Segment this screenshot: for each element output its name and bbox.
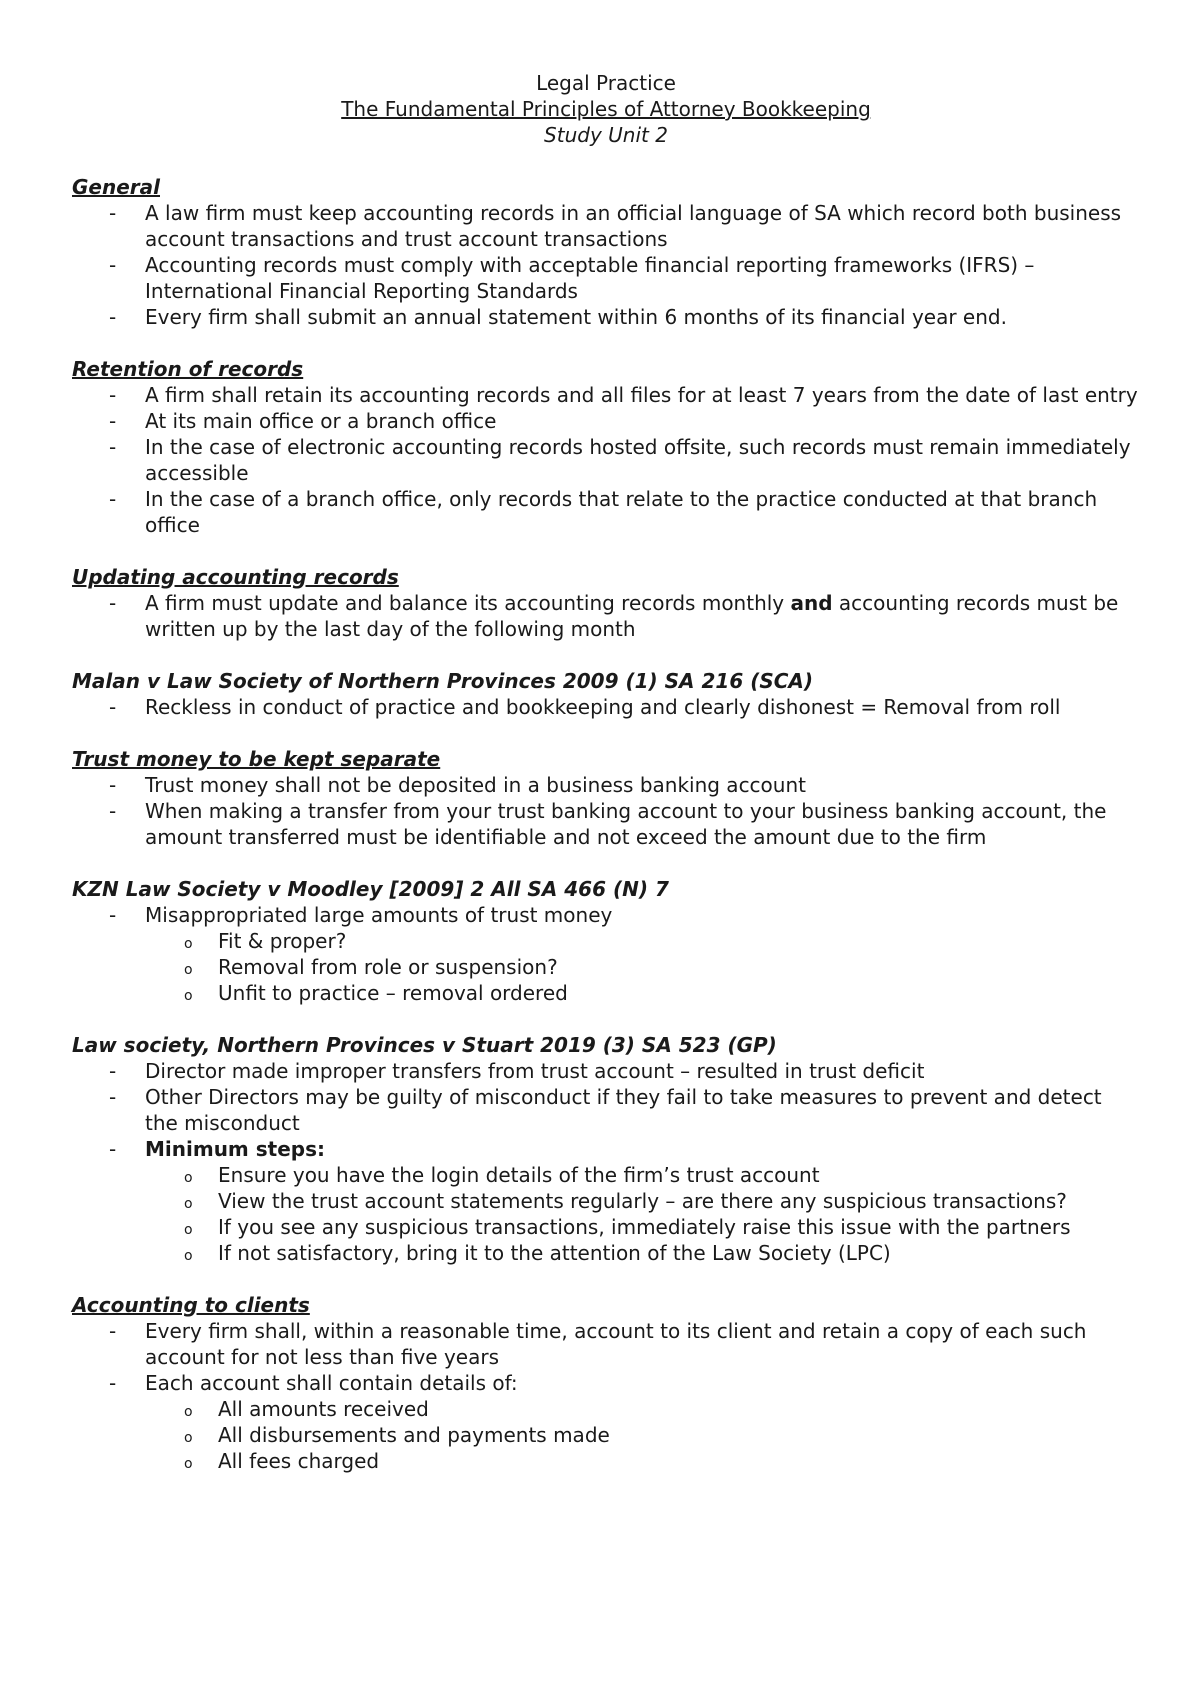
- section-accounting-clients: [72, 1292, 1140, 1474]
- case-title: KZN Law Society v Moodley [2009] 2 All SA 466 (N) 7: [72, 877, 669, 901]
- section-title: General: [72, 175, 160, 199]
- case-title: Law society, Northern Provinces v Stuart 2019 (3) SA 523 (GP): [72, 1033, 777, 1057]
- section-title: Accounting to clients: [72, 1293, 310, 1317]
- course-title: Legal Practice: [536, 71, 676, 95]
- list-item: - Trust money shall not be deposited in a business banking account: [72, 772, 1140, 798]
- section-updating: [72, 564, 1140, 642]
- list-item: - A firm shall retain its accounting records and all files for at least 7 years from the date of last entry: [72, 382, 1140, 408]
- section-kzn-case: [72, 876, 1140, 1006]
- sub-list-item: o Fit & proper?: [145, 928, 1140, 954]
- section-malan-case: [72, 668, 1140, 720]
- list-item: - At its main office or a branch office: [72, 408, 1140, 434]
- list-item: - Accounting records must comply with acceptable financial reporting frameworks (IFRS) – International Financial Reporting Standards: [72, 252, 1140, 304]
- list-item: - When making a transfer from your trust banking account to your business banking account, the amount transferred must be identifiable and not exceed the amount due to the firm: [72, 798, 1140, 850]
- list-item: - Director made improper transfers from trust account – resulted in trust deficit: [72, 1058, 1140, 1084]
- sub-list-item: o All amounts received: [145, 1396, 1140, 1422]
- list-item: - Every firm shall, within a reasonable time, account to its client and retain a copy of each such account for not less than five years: [72, 1318, 1140, 1370]
- section-title: Retention of records: [72, 357, 304, 381]
- list-item: - A firm must update and balance its accounting records monthly and accounting records must be written up by the last day of the following month: [72, 590, 1140, 642]
- list-item: - Every firm shall submit an annual statement within 6 months of its financial year end.: [72, 304, 1140, 330]
- section-general: [72, 174, 1140, 330]
- list-item: - A law firm must keep accounting records in an official language of SA which record both business account transactions and trust account transactions: [72, 200, 1140, 252]
- sub-list-item: o All fees charged: [145, 1448, 1140, 1474]
- sub-list-item: o If you see any suspicious transactions, immediately raise this issue with the partners: [145, 1214, 1140, 1240]
- document-title: The Fundamental Principles of Attorney Bookkeeping: [341, 97, 871, 121]
- list-item: - Each account shall contain details of: o All amounts received o All disbursements and payments made o All fees charged: [72, 1370, 1140, 1474]
- sub-list-item: o If not satisfactory, bring it to the attention of the Law Society (LPC): [145, 1240, 1140, 1266]
- section-title: Updating accounting records: [72, 565, 399, 589]
- section-stuart-case: [72, 1032, 1140, 1266]
- list-item: - Misappropriated large amounts of trust money o Fit & proper? o Removal from role or suspension? o Unfit to practice – removal ordered: [72, 902, 1140, 1006]
- list-item: - Reckless in conduct of practice and bookkeeping and clearly dishonest = Removal from roll: [72, 694, 1140, 720]
- list-item: - In the case of electronic accounting records hosted offsite, such records must remain immediately accessible: [72, 434, 1140, 486]
- list-item: - Other Directors may be guilty of misconduct if they fail to take measures to prevent and detect the misconduct: [72, 1084, 1140, 1136]
- list-item: - In the case of a branch office, only records that relate to the practice conducted at that branch office: [72, 486, 1140, 538]
- section-trust-money: [72, 746, 1140, 850]
- study-unit: Study Unit 2: [544, 123, 668, 147]
- minimum-steps-label: Minimum steps:: [145, 1137, 325, 1161]
- sub-list-item: o Removal from role or suspension?: [145, 954, 1140, 980]
- case-title: Malan v Law Society of Northern Provinces 2009 (1) SA 216 (SCA): [72, 669, 814, 693]
- sub-list-item: o All disbursements and payments made: [145, 1422, 1140, 1448]
- list-item: [72, 1136, 1140, 1266]
- sub-list-item: o View the trust account statements regularly – are there any suspicious transactions?: [145, 1188, 1140, 1214]
- sub-list-item: o Ensure you have the login details of the firm’s trust account: [145, 1162, 1140, 1188]
- section-title: Trust money to be kept separate: [72, 747, 441, 771]
- section-retention: [72, 356, 1140, 538]
- sub-list-item: o Unfit to practice – removal ordered: [145, 980, 1140, 1006]
